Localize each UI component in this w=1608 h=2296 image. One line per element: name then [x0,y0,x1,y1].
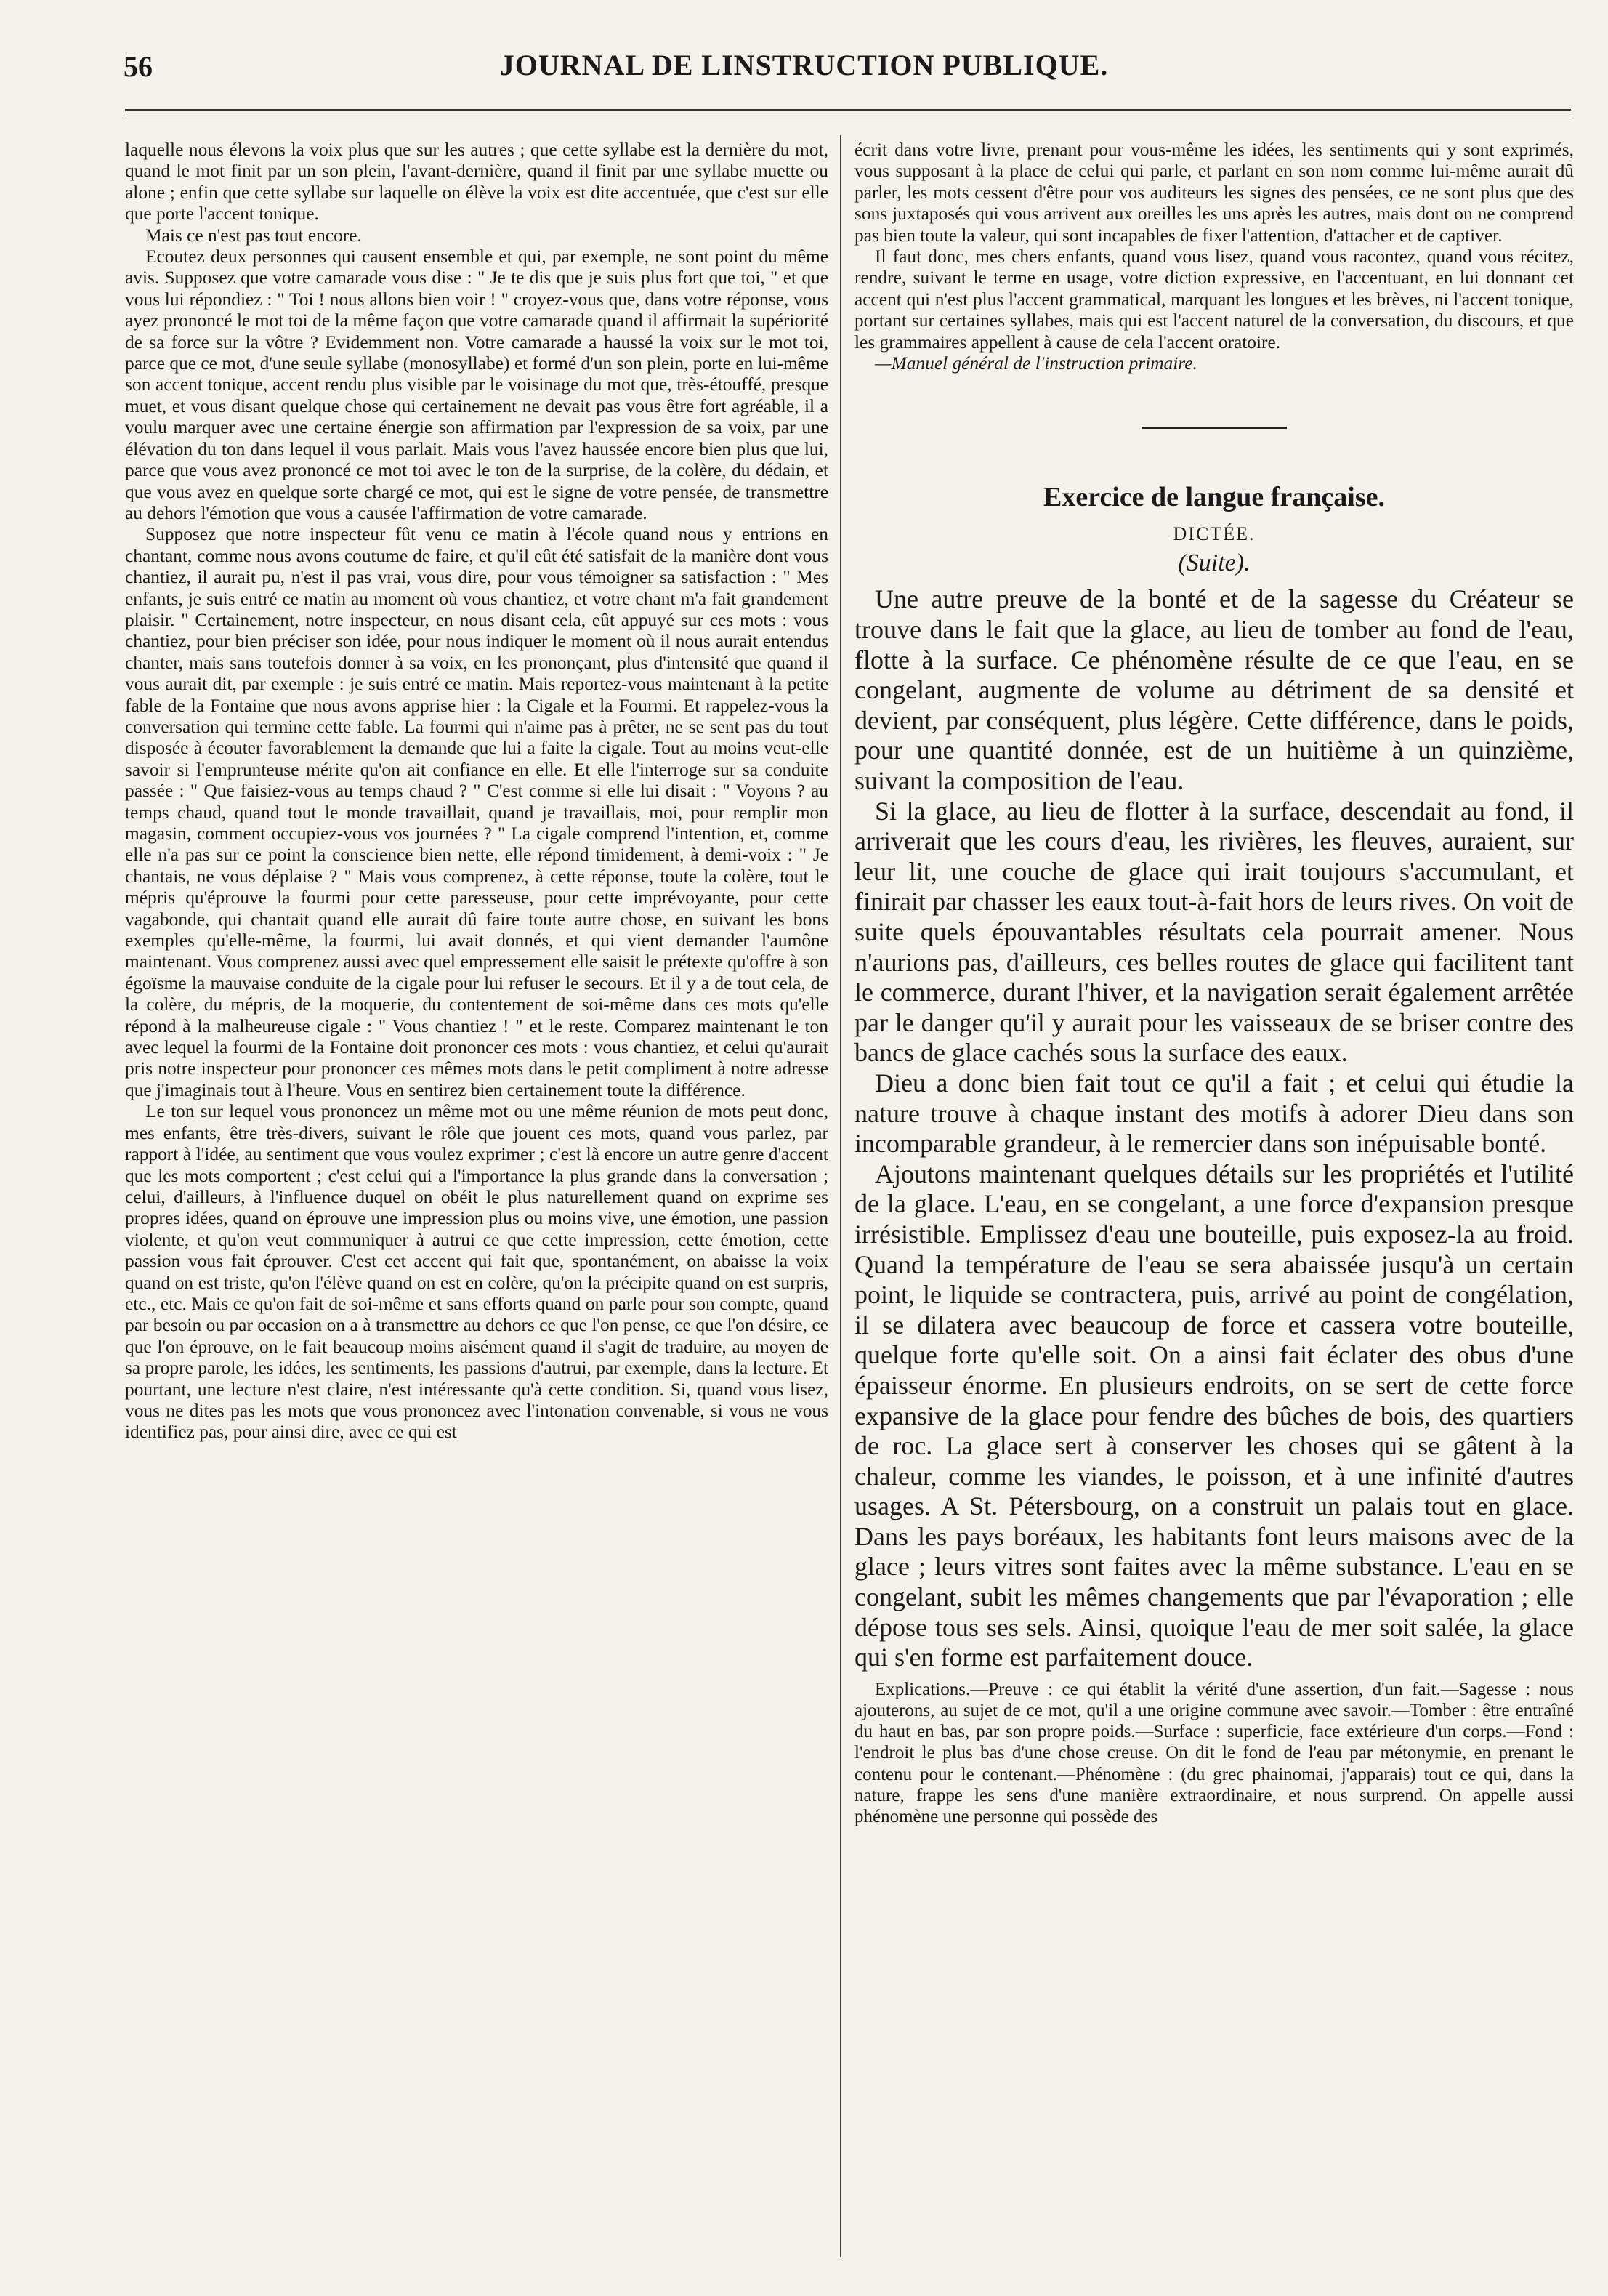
right-column [854,140,1574,2255]
section-title: Exercice de langue française. [1043,482,1385,513]
suite-label: (Suite). [1178,549,1251,577]
dictee-label: DICTÉE. [1173,523,1256,545]
left-column [125,140,828,2255]
dictee-paragraph: Si la glace, au lieu de flotter à la surface, descendait au fond, il arriverait que les cours d'eau, les rivières, les fleuves, auraient, sur leur lit, une couche de glace qui irait toujours s'accumulant, et finirait par chasser les eaux tout-à-fait hors de leurs rives. On voit de suite quels épouvantables résultats cela pourrait amener. Nous n'aurions pas, d'ailleurs, ces belles routes de glace qui facilitent tant le commerce, durant l'hiver, et la navigation serait également arrêtée par le danger qu'il y aurait pour les vaisseaux de se briser contre des bancs de glace cachés sous la surface des eaux. [854,796,1574,1068]
column-divider [840,135,841,2257]
paragraph: Le ton sur lequel vous prononcez un même mot ou une même réunion de mots peut donc, mes enfants, être très-divers, suivant le rôle que jouent ces mots, quand vous parlez, par rapport à l'idée, au sentiment que vous voulez exprimer ; c'est là encore un autre genre d'accent que les mots comportent ; c'est celui qui a l'importance la plus grande dans la conversation ; celui, d'ailleurs, à l'influence duquel on obéit le plus naturellement quand on exprime ses propres idées, quand on éprouve une impression plus ou moins vive, une émotion, une passion violente, et qu'on veut communiquer à autrui ce que cette impression, cette émotion, cette passion vous fait éprouver. C'est cet accent qui fait que, spontanément, on abaisse la voix quand on est triste, qu'on l'élève quand on est en colère, qu'on la précipite quand on est surpris, etc., etc. Mais ce qu'on fait de soi-même et sans efforts quand on parle pour son compte, quand par besoin ou par occasion on a à transmettre au dehors ce que l'on pense, ce que l'on désire, ce que l'on éprouve, on le fait beaucoup moins aisément quand il s'agit de traduire, au moyen de sa propre parole, les idées, les sentiments, les passions d'autrui, par exemple, dans la lecture. Et pourtant, une lecture n'est claire, n'est intéressante qu'à cette condition. Si, quand vous lisez, vous ne dites pas les mots que vous prononcez avec l'intonation convenable, si vous ne vous identifiez pas, pour ainsi dire, avec ce qui est [125,1101,828,1443]
dictee-paragraph: Ajoutons maintenant quelques détails sur les propriétés et l'utilité de la glace. L'eau, en se congelant, a une force d'expansion presque irrésistible. Emplissez d'eau une bouteille, puis exposez-la au froid. Quand la température de l'eau se sera abaissée jusqu'à un certain point, le liquide se contractera, puis, arrivé au point de congélation, il se dilatera avec beaucoup de force et cassera votre bouteille, quelque forte qu'elle soit. On a ainsi fait éclater des obus d'une épaisseur énorme. En plusieurs endroits, on se sert de cette force expansive de la glace pour fendre des bûches de bois, des quartiers de roc. La glace sert à conserver les choses qui se gâtent à la chaleur, comme les viandes, le poisson, et à une infinité d'autres usages. A St. Pétersbourg, on a construit un palais tout en glace. Dans les pays boréaux, les habitants font leurs maisons avec de la glace ; leurs vitres sont faites avec la même substance. L'eau en se congelant, subit les mêmes changements que par l'évaporation ; elle dépose tous ses sels. Ainsi, quoique l'eau de mer soit salée, la glace qui s'en forme est parfaitement douce. [854,1159,1574,1672]
header-rule [125,109,1571,111]
page-number: 56 [124,50,153,83]
explications-note: Explications.—Preuve : ce qui établit la vérité d'une assertion, d'un fait.—Sagesse : nous ajouterons, au sujet de ce mot, qu'il a une origine commune avec savoir.—Tomber : être entraîné du haut en bas, par son propre poids.—Surface : superficie, face extérieure d'un corps.—Fond : l'endroit le plus bas d'une chose creuse. On dit le fond de l'eau par métonymie, en prenant le contenu pour le contenant.—Phénomène : (du grec phainomai, j'apparais) tout ce qui, dans la nature, frappe les sens d'une manière extraordinaire, et nous surprend. On appelle aussi phénomène une personne qui possède des [854,1679,1574,1827]
paragraph: écrit dans votre livre, prenant pour vous-même les idées, les sentiments qui y sont exprimés, vous supposant à la place de celui qui parle, et parlant en son nom comme lui-même aurait dû parler, les mots cessent d'être pour vos auditeurs les signes des pensées, ce ne sont plus que des sons juxtaposés qui vous arrivent aux oreilles les uns après les autres, mais dont on ne comprend pas bien toute la valeur, qui sont incapables de fixer l'attention, d'attacher et de captiver. [854,140,1574,246]
paragraph: Supposez que notre inspecteur fût venu ce matin à l'école quand nous y entrions en chantant, comme nous avons coutume de faire, et qu'il eût été satisfait de la manière dont vous chantiez, il aurait pu, n'est il pas vrai, vous dire, pour vous témoigner sa satisfaction : " Mes enfants, je suis entré ce matin au moment où vous chantiez, et votre chant m'a fait grandement plaisir. " Certainement, notre inspecteur, en nous disant cela, eût appuyé sur ces mots : vous chantiez, pour bien préciser son idée, pour nous indiquer le moment où il nous aurait entendus chanter, mais sans toutefois donner à sa voix, en les prononçant, plus d'intensité que quand il vous aurait dit, par exemple : je suis entré ce matin. Mais reportez-vous maintenant à la petite fable de la Fontaine que nous avons apprise hier : la Cigale et la Fourmi. Et rappelez-vous la conversation qui termine cette fable. La fourmi qui n'aime pas à prêter, ne se sent pas du tout disposée à écouter favorablement la demande que lui a faite la cigale. Tout au moins veut-elle savoir si l'emprunteuse mérite qu'on ait confiance en elle. Et elle l'interroge sur sa conduite passée : " Que faisiez-vous au temps chaud ? " C'est comme si elle lui disait : " Voyons ? au temps chaud, quand tout le monde travaillait, quand je travaillais, moi, pour remplir mon magasin, comment occupiez-vous vos journées ? " La cigale comprend l'intention, et, comme elle n'a pas sur ce point la conscience bien nette, elle répond timidement, à demi-voix : " Je chantais, ne vous déplaise ? " Mais vous comprenez, à cette réponse, toute la colère, tout le mépris qu'éprouve la fourmi pour cette paresseuse, pour cette imprévoyante, pour cette vagabonde, qui chantait quand elle aurait dû faire toute autre chose, en suivant les bons exemples qu'elle-même, la fourmi, lui avait donnés, et qui vient demander l'aumône maintenant. Vous comprenez aussi avec quel empressement elle saisit le prétexte qu'offre à son égoïsme la mauvaise conduite de la cigale pour lui refuser le secours. Et il y a de tout cela, de la colère, du mépris, de la moquerie, du contentement de soi-même dans ces mots qu'elle répond à la malheureuse cigale : " Vous chantiez ! " et le reste. Comparez maintenant le ton avec lequel la fourmi de la Fontaine doit prononcer ces mots : vous chantiez, et celui qu'aurait pris notre inspecteur pour prononcer ces mêmes mots dans le petit compliment à notre adresse que j'imaginais tout à l'heure. Vous en sentirez bien certainement toute la différence. [125,524,828,1100]
running-title: JOURNAL DE LINSTRUCTION PUBLIQUE. [499,49,1109,81]
paragraph: laquelle nous élevons la voix plus que sur les autres ; que cette syllabe est la dernière du mot, quand le mot finit par un son plein, l'avant-dernière, quand il finit par une syllabe muette ou alone ; enfin que cette syllabe sur laquelle on élève la voix est dite accentuée, que c'est sur elle que porte l'accent tonique. [125,140,828,225]
paragraph: Mais ce n'est pas tout encore. [145,225,362,246]
paragraph: Il faut donc, mes chers enfants, quand vous lisez, quand vous racontez, quand vous récitez, rendre, suivant le terme en usage, votre diction expressive, en l'accentuant, en lui donnant cet accent qui n'est plus l'accent grammatical, marquant les longues et les brèves, ni l'accent tonique, portant sur certaines syllabes, mais qui est l'accent naturel de la conversation, du discours, et que les grammaires appellent à cause de cela l'accent oratoire. [854,246,1574,353]
dictee-paragraph: Dieu a donc bien fait tout ce qu'il a fait ; et celui qui étudie la nature trouve à chaque instant des motifs à adorer Dieu dans son incomparable grandeur, à le remercier dans son inépuisable bonté. [854,1068,1574,1159]
source-citation: —Manuel général de l'instruction primaire. [875,353,1197,374]
dictee-paragraph: Une autre preuve de la bonté et de la sagesse du Créateur se trouve dans le fait que la glace, au lieu de tomber au fond de l'eau, flotte à la surface. Ce phénomène résulte de ce que l'eau, en se congelant, augmente de volume au détriment de sa densité et devient, par conséquent, plus légère. Cette différence, dans le poids, pour une quantité donnée, est de un huitième à un quinzième, suivant la composition de l'eau. [854,584,1574,796]
paragraph: Ecoutez deux personnes qui causent ensemble et qui, par exemple, ne sont point du même avis. Supposez que votre camarade vous dise : " Je te dis que je suis plus fort que toi, " et que vous lui répondiez : " Toi ! nous allons bien voir ! " croyez-vous que, dans votre réponse, vous ayez prononcé le mot toi de la même façon que votre camarade quand il affirmait la supériorité de sa force sur la vôtre ? Evidemment non. Votre camarade a haussé la voix sur le mot toi, parce que ce mot, d'une seule syllabe (monosyllabe) et formé d'un son plein, porte en lui-même son accent tonique, accent rendu plus visible par le voisinage du mot que, très-étouffé, presque muet, et vous disant quelque chose qui certainement ne devait pas vous être fort agréable, il a voulu marquer avec une certaine énergie son affirmation par l'expression de sa voix, par une élévation du ton dans lequel il vous parlait. Mais vous l'avez haussée encore bien plus que lui, parce que vous avez prononcé ce mot toi avec le ton de la surprise, de la colère, du dédain, et que vous avez en quelque sorte chargé ce mot, qui est le signe de votre pensée, de transmettre au dehors l'émotion que vous a causée l'affirmation de votre camarade. [125,246,828,523]
section-separator [1142,427,1287,429]
